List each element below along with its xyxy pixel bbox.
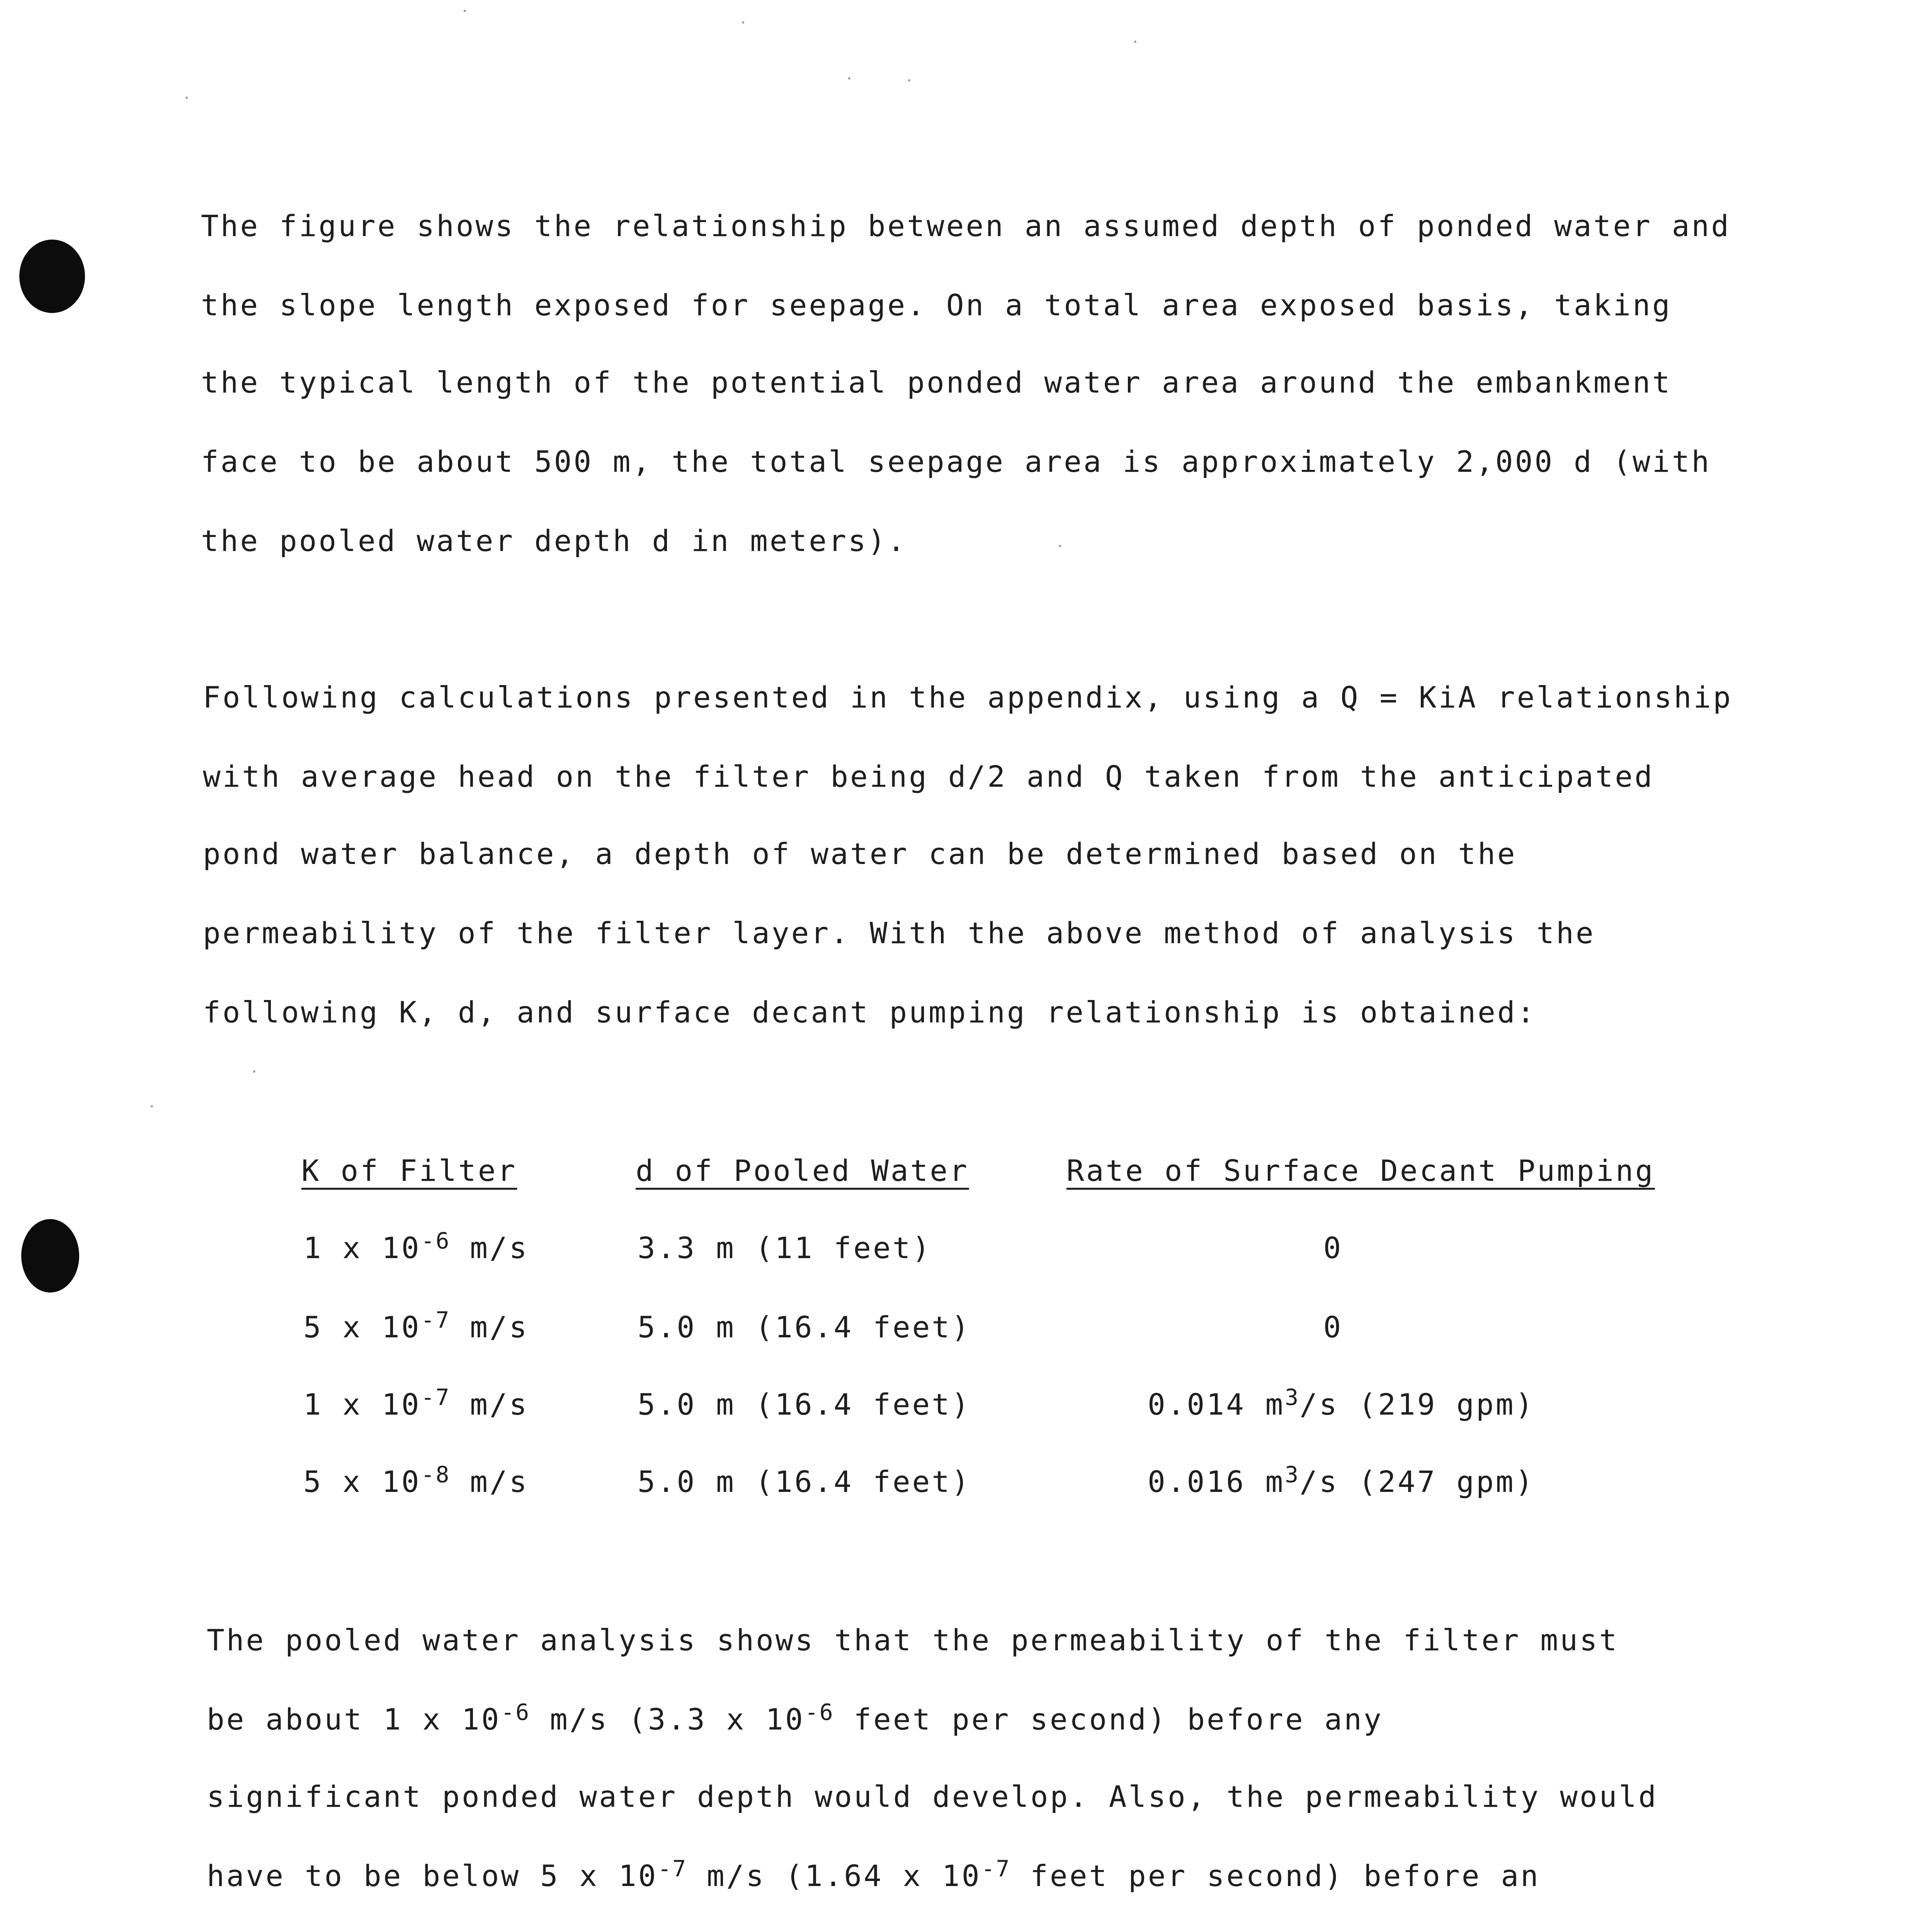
k-value-unit: m/s [450,1231,529,1265]
text-run: m/s (3.3 x 10 [530,1702,805,1736]
scan-speck [908,79,910,82]
exponent: -7 [981,1855,1011,1882]
k-value-exponent: -7 [421,1307,451,1333]
punch-hole [19,240,85,313]
table-row [303,1228,529,1265]
rate-value-text: 0 [1323,1231,1343,1265]
paragraph-1-line: the pooled water depth d in meters). [201,524,907,558]
paragraph-1-line: the typical length of the potential ponded water area around the embankment [201,365,1672,400]
rate-value-text: /s (219 gpm) [1299,1387,1535,1422]
scan-speck [253,1070,255,1073]
depth-value: 3.3 m (11 feet) [638,1231,932,1265]
rate-value [1066,1231,1600,1265]
rate-value-text: /s (247 gpm) [1299,1464,1535,1499]
punch-hole [21,1219,79,1293]
paragraph-2-line: with average head on the filter being d/2 and Q taken from the anticipated [203,759,1654,794]
scan-speck [185,97,188,99]
k-value-unit: m/s [450,1387,529,1422]
table-row [303,1461,529,1499]
scan-speck [151,1105,153,1107]
rate-value [1066,1310,1600,1344]
paragraph-2-line: pond water balance, a depth of water can be determined based on the [203,837,1517,871]
paragraph-2-line: Following calculations presented in the appendix, using a Q = KiA relationship [203,680,1733,714]
paragraph-2-line: permeability of the filter layer. With the above method of analysis the [203,916,1595,950]
text-run: feet per second) before an [1010,1859,1540,1893]
scan-speck [742,21,744,24]
text-run: have to be below 5 x 10 [207,1859,658,1893]
scan-speck [1059,545,1061,547]
scan-speck [1134,41,1136,43]
table-row [303,1384,529,1422]
k-value-coef: 1 x 10 [303,1387,421,1422]
table-header-k: K of Filter [301,1153,517,1188]
k-value-exponent: -8 [421,1461,451,1488]
scan-speck [848,77,850,80]
rate-value [1148,1461,1535,1499]
rate-value-text: 0.016 m [1148,1464,1285,1499]
k-value-coef: 5 x 10 [303,1464,421,1499]
paragraph-1-line: face to be about 500 m, the total seepage area is approximately 2,000 d (with [201,444,1711,479]
rate-value-exponent: 3 [1285,1384,1300,1410]
table-header-depth: d of Pooled Water [636,1153,969,1188]
exponent: -6 [501,1699,531,1725]
table-header-rate: Rate of Surface Decant Pumping [1066,1153,1655,1188]
scan-speck [464,10,466,12]
paragraph-1-line: the slope length exposed for seepage. On a total area exposed basis, taking [201,288,1672,322]
table-row [303,1307,529,1344]
paragraph-2-line: following K, d, and surface decant pumping relationship is obtained: [203,995,1537,1029]
rate-value [1148,1384,1535,1422]
text-run: be about 1 x 10 [207,1702,501,1736]
k-value-unit: m/s [450,1310,529,1344]
rate-value-text: 0 [1323,1310,1343,1344]
depth-value: 5.0 m (16.4 feet) [638,1310,971,1344]
k-value-exponent: -6 [421,1228,451,1254]
paragraph-3-line [207,1699,1383,1736]
exponent: -6 [804,1699,834,1725]
paragraph-1-line: The figure shows the relationship between an assumed depth of ponded water and [201,209,1731,243]
paragraph-3-line: The pooled water analysis shows that the permeability of the filter must [207,1623,1619,1657]
paragraph-3-line [207,1855,1540,1893]
paragraph-3-line: significant ponded water depth would develop. Also, the permeability would [207,1779,1658,1814]
rate-value-exponent: 3 [1285,1461,1300,1488]
k-value-coef: 5 x 10 [303,1310,421,1344]
text-run: m/s (1.64 x 10 [687,1859,981,1893]
depth-value: 5.0 m (16.4 feet) [638,1464,971,1499]
depth-value: 5.0 m (16.4 feet) [638,1387,971,1422]
text-run: feet per second) before any [834,1702,1383,1736]
exponent: -7 [658,1855,687,1882]
k-value-exponent: -7 [421,1384,451,1410]
k-value-unit: m/s [450,1464,529,1499]
rate-value-text: 0.014 m [1148,1387,1285,1422]
k-value-coef: 1 x 10 [303,1231,421,1265]
